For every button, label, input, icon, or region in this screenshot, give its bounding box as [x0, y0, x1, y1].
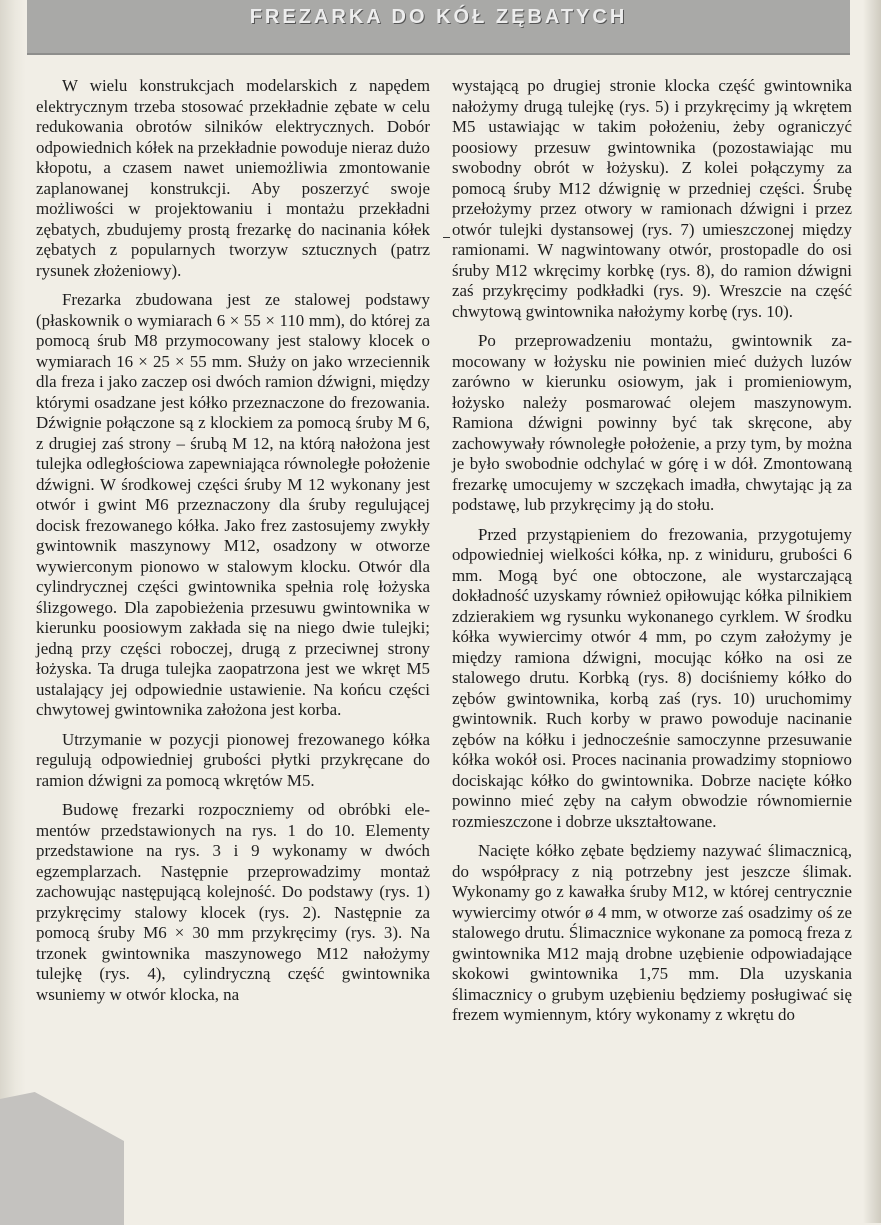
right-column — [452, 76, 852, 1035]
paragraph: Frezarka zbudowana jest ze stalowej podstawy (płaskownik o wymiarach 6 × 55 × 110 mm), do której za pomocą śrub M8 przymocowany jest stalowy klocek o wymiarach 16 × 25 × 55 mm. Służy on jako wrzeciennik dla freza i jako zaczep osi dwóch ramion dźwigni, między którymi osadzane jest kółko przeznaczone do frezowania. Dźwignie połączone są z klockiem za pomocą śruby M 6, z drugiej zaś strony – śrubą M 12, na którą nałożona jest tulejka odległościowa zapewniająca równoległe położenie dźwigni. W środkowej części śruby M 12 wykonany jest otwór i gwint M6 przeznaczony dla śruby regulującej docisk frezowanego kółka. Jako frez zastosujemy zwykły gwintownik maszynowy M12, osadzony w otworze wywierconym pionowo w stalowym klocku. Otwór dla cylindrycznej części gwintownika spełnia rolę łożyska ślizgowego. Dla zapobieżenia przesuwu gwintownika w kierunku poosiowym zakłada się na niego dwie tulejki; jedną przy części roboczej, drugą z przeciwnej strony łożyska. Ta druga tulejka zaopatrzona jest we wkręt M5 ustalający jej odpowiednie ustawienie. Na końcu części chwytowej gwintownika założona jest korba. — [36, 290, 430, 719]
paragraph: Budowę frezarki rozpoczniemy od obróbki elementów przedstawionych na rys. 1 do 10. Elementy przedstawione na rys. 3 i 9 wykonamy w dwóch egzemplarzach. Następnie przeprowadzimy montaż zachowując następującą kolejność. Do podstawy (rys. 1) przykręcimy stalowy klocek (rys. 2). Następnie za pomocą śruby M6 × 30 mm przykręcimy (rys. 3). Na trzonek gwintownika maszynowego M12 nałożymy tulejkę (rys. 4), cylindryczną część gwintownika wsuniemy w otwór klocka, na — [36, 800, 430, 1004]
paragraph: Nacięte kółko zębate będziemy nazywać ślimacznicą, do współpracy z nią potrzebny jest jeszcze ślimak. Wykonamy go z kawałka śruby M12, w której centrycznie wywiercimy otwór ø 4 mm, w otworze zaś osadzimy oś ze stalowego drutu. Ślimacznice wykonane za pomocą freza z gwintownika M12 mają drobne uzębienie odpowiadające skokowi gwintownika 1,75 mm. Dla uzyskania ślimacznicy o grubym uzębieniu będziemy posługiwać się frezem wymiennym, który wykonamy z wkrętu do — [452, 841, 852, 1024]
paragraph: Przed przystąpieniem do frezowania, przygotujemy odpowiedniej wielkości kółka, np. z winiduru, grubości 6 mm. Mogą być one obtoczone, ale wystarczającą dokładność uzyskamy również opiłowując kółka pilnikiem zdzierakiem wg rysunku wykonanego cyrklem. W środku kółka wywiercimy otwór 4 mm, po czym założymy je między ramiona dźwigni, mocując kółko na osi ze stalowego drutu. Korbką (rys. 8) dociśniemy kółko do zębów gwintownika, korbą zaś (rys. 10) uruchomimy gwintownik. Ruch korby w prawo powoduje nacinanie zębów na kółku i jednocześnie samoczynne przesuwanie kółka wokół osi. Proces nacinania prowadzimy stopniowo dociskając kółko do gwintownika. Dobrze nacięte kółko powinno mieć zęby na całym obwodzie równomiernie rozmieszczone i dobrze ukształtowane. — [452, 524, 852, 831]
margin-mark — [443, 237, 450, 238]
paragraph: wystającą po drugiej stronie klocka część gwintownika nałożymy drugą tulejkę (rys. 5) i przykręcimy ją wkrętem M5 ustawiając w takim położeniu, żeby ograniczyć poosiowy przesuw gwintownika (pozostawiając mu swobodny obrót w łożysku). Z kolei połączymy za pomocą śruby M12 dźwignię w przedniej części. Śrubę przełożymy przez otwory w ramionach dźwigni i przez otwór tulejki dystansowej (rys. 7) umieszczonej między ramionami. W nagwintowany otwór, prostopadle do osi śruby M12 wkręcimy korbkę (rys. 8), do ramion dźwigni zaś przykręcimy podkładki (rys. 9). Wreszcie na część chwytową gwintownika nałożymy korbę (rys. 10). — [452, 76, 852, 321]
paragraph: Utrzymanie w pozycji pionowej frezowanego kółka regulują odpowiedniej grubości płytki przykręcane do ramion dźwigni za pomocą wkrętów M5. — [36, 729, 430, 790]
page-title: FREZARKA DO KÓŁ ZĘBATYCH — [249, 6, 628, 28]
header-bar — [27, 0, 850, 55]
paragraph: Po przeprowadzeniu montażu, gwintownik zamocowany w łożysku nie powinien mieć dużych luzów zarówno w kierunku osiowym, jak i promieniowym, łożysko należy posmarować olejem maszynowym. Ramiona dźwigni powinny być tak skręcone, aby zachowywały równoległe położenie, a przy tym, by można je było swobodnie odchylać w górę i w dół. Zmontowaną frezarkę umocujemy w szczękach imadła, chwytając ją za podstawę, lub przykręcimy ją do stołu. — [452, 331, 852, 514]
torn-corner — [0, 1085, 124, 1225]
left-column — [36, 76, 430, 1014]
page-right-edge — [863, 0, 881, 1223]
paragraph: W wielu konstrukcjach modelarskich z napędem elektrycznym trzeba stosować przekładnie zębate w celu redukowania obrotów silników elektrycznych. Dobór odpowiednich kółek na przekładnie powoduje nieraz dużo kłopotu, a czasem nawet uniemożliwia zmontowanie zaplanowanej konstrukcji. Aby poszerzyć swoje możliwości w projektowaniu i montażu przekładni zębatych, zbudujemy prostą frezarkę do nacinania kółek zębatych z popularnych tworzyw sztucznych (patrz rysunek złożeniowy). — [36, 76, 430, 280]
page-left-edge — [0, 0, 26, 1223]
